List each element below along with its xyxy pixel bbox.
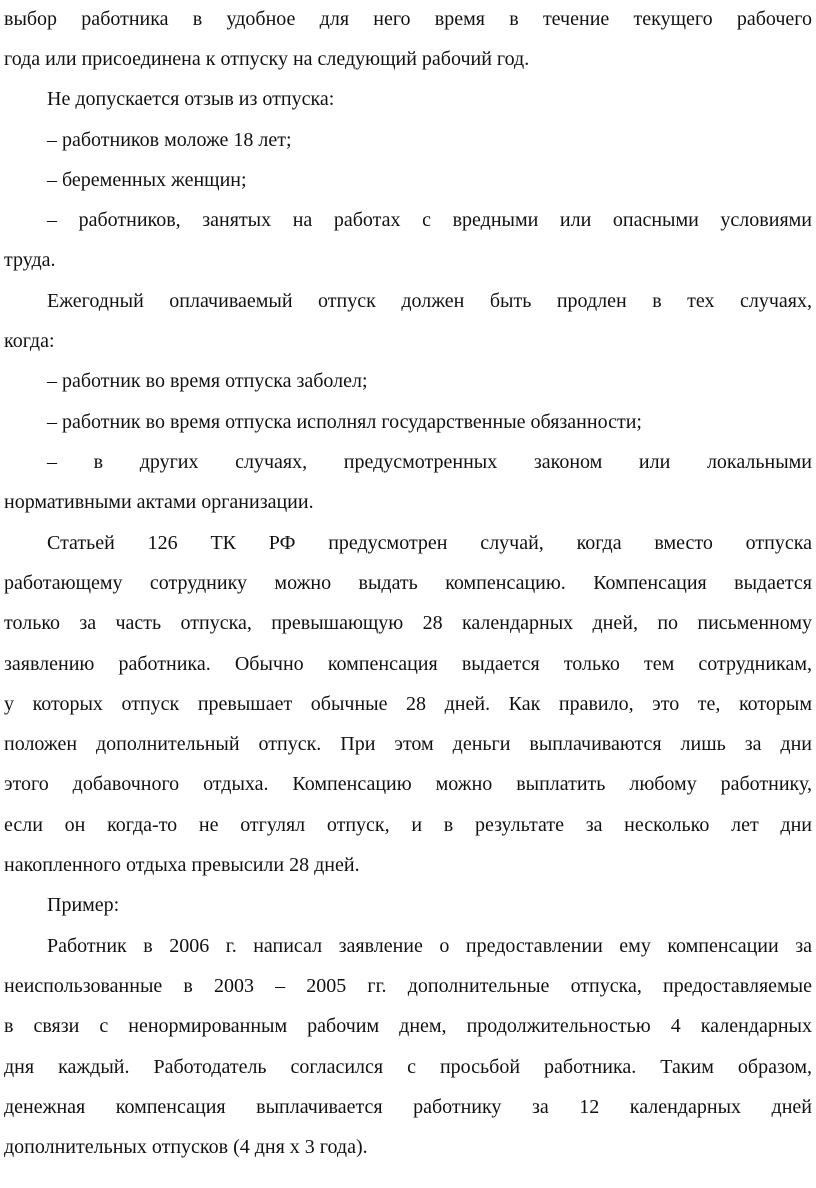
text-line: – работников моложе 18 лет; (47, 129, 292, 151)
text-line: этого добавочного отдыха. Компенсацию можно выплатить любому работнику, (4, 773, 812, 795)
text-line: труда. (4, 249, 56, 271)
text-line: дополнительных отпусков (4 дня х 3 года). (4, 1136, 368, 1158)
text-line: если он когда-то не отгулял отпуск, и в результате за несколько лет дни (4, 814, 812, 836)
text-line: работающему сотруднику можно выдать компенсацию. Компенсация выдается (4, 572, 812, 594)
text-line: Работник в 2006 г. написал заявление о предоставлении ему компенсации за (47, 935, 812, 957)
text-line: Ежегодный оплачиваемый отпуск должен быть продлен в тех случаях, (47, 290, 812, 312)
text-line: в связи с ненормированным рабочим днем, продолжительностью 4 календарных (4, 1015, 812, 1037)
text-line: Не допускается отзыв из отпуска: (47, 88, 335, 110)
text-line: выбор работника в удобное для него время в течение текущего рабочего (4, 8, 812, 30)
text-line: накопленного отдыха превысили 28 дней. (4, 854, 360, 876)
text-line: дня каждый. Работодатель согласился с просьбой работника. Таким образом, (4, 1056, 812, 1078)
text-line: Пример: (47, 894, 120, 916)
text-line: у которых отпуск превышает обычные 28 дней. Как правило, это те, которым (4, 693, 812, 715)
text-line: когда: (4, 330, 55, 352)
text-line: – в других случаях, предусмотренных законом или локальными (47, 451, 812, 473)
text-line: только за часть отпуска, превышающую 28 календарных дней, по письменному (4, 612, 812, 634)
text-line: – беременных женщин; (47, 169, 247, 191)
text-line: года или присоединена к отпуску на следующий рабочий год. (4, 48, 530, 70)
text-line: неиспользованные в 2003 – 2005 гг. дополнительные отпуска, предоставляемые (4, 975, 812, 997)
text-line: нормативными актами организации. (4, 491, 314, 513)
text-line: – работников, занятых на работах с вредными или опасными условиями (47, 209, 812, 231)
text-line: – работник во время отпуска исполнял государственные обязанности; (47, 411, 642, 433)
text-line: денежная компенсация выплачивается работнику за 12 календарных дней (4, 1096, 812, 1118)
text-line: заявлению работника. Обычно компенсация выдается только тем сотрудникам, (4, 653, 812, 675)
text-line: Статьей 126 ТК РФ предусмотрен случай, когда вместо отпуска (47, 532, 812, 554)
text-line: – работник во время отпуска заболел; (47, 370, 368, 392)
text-line: положен дополнительный отпуск. При этом деньги выплачиваются лишь за дни (4, 733, 812, 755)
